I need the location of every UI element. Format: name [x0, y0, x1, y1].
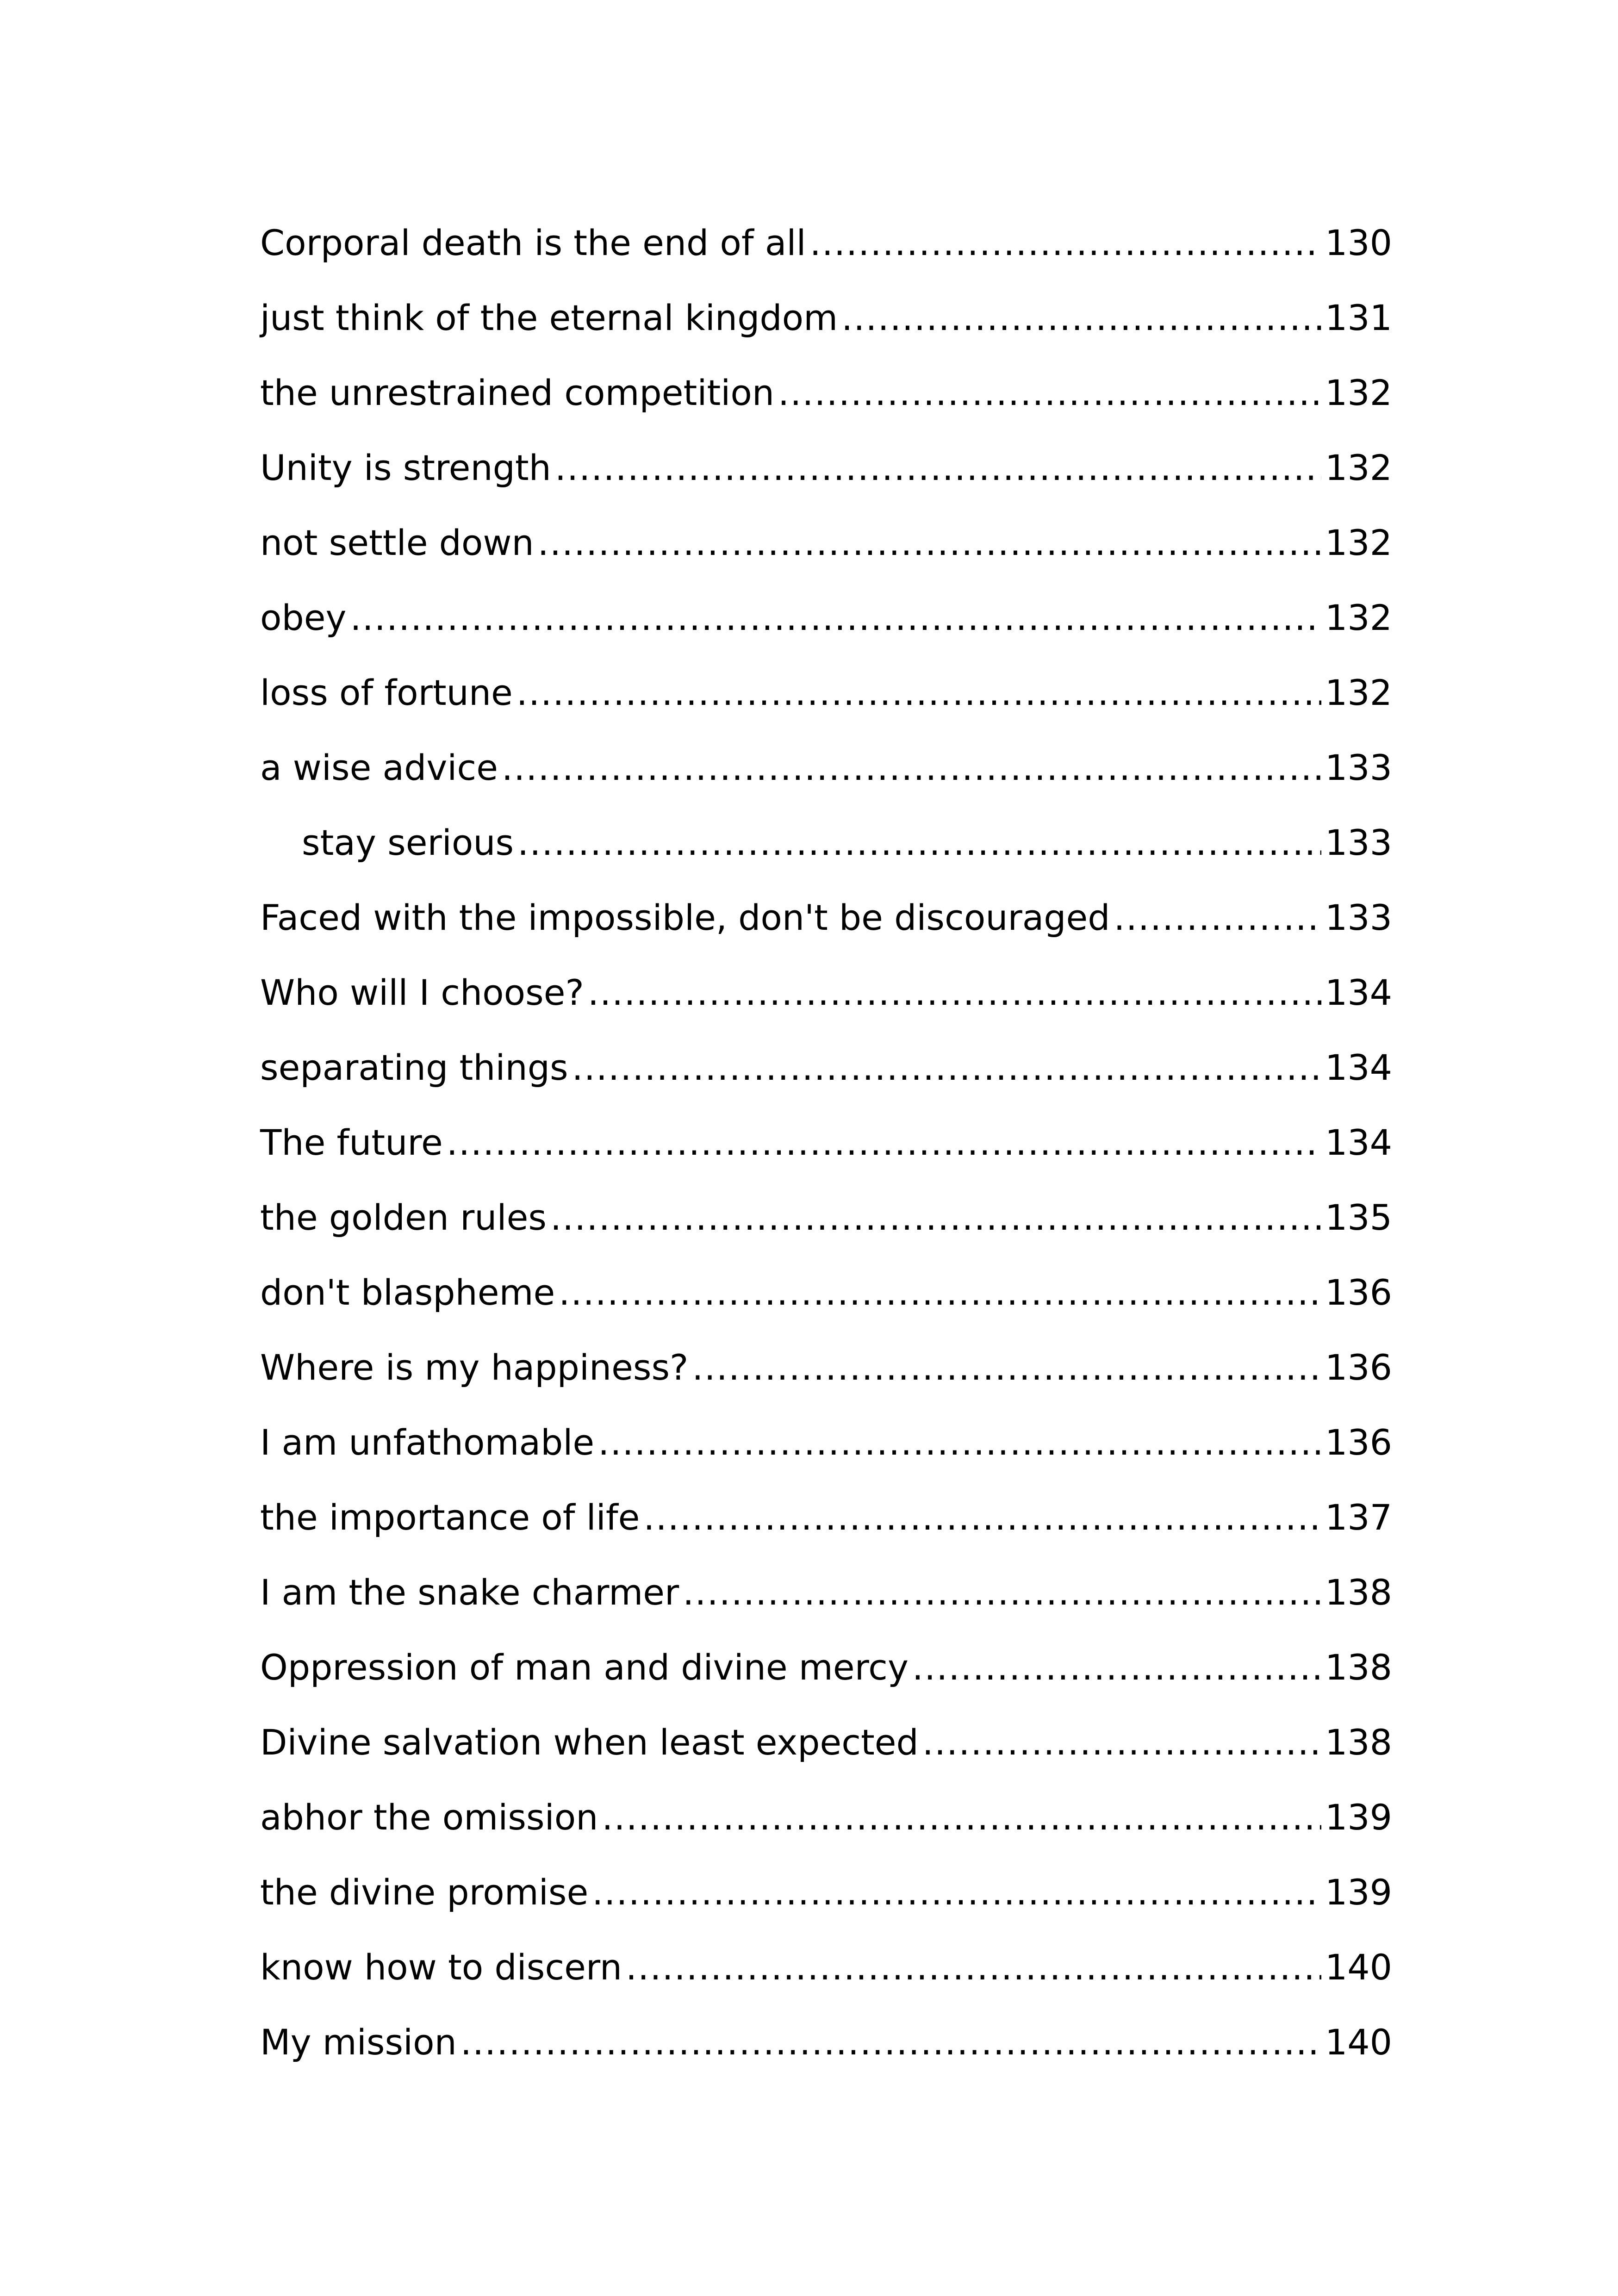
toc-entry[interactable] — [260, 1485, 1392, 1560]
toc-entry-page: 131 — [1325, 297, 1392, 338]
toc-dot-leader — [447, 1110, 1321, 1175]
toc-entry[interactable] — [260, 1710, 1392, 1785]
toc-entry-page: 132 — [1325, 447, 1392, 488]
toc-entry[interactable] — [260, 436, 1392, 510]
toc-dot-leader — [572, 1035, 1321, 1100]
toc-entry[interactable] — [260, 660, 1392, 735]
toc-entry-page: 137 — [1325, 1497, 1392, 1538]
toc-entry-title: don't blaspheme — [260, 1272, 555, 1313]
toc-dot-leader — [461, 2010, 1321, 2075]
toc-entry[interactable] — [260, 1410, 1392, 1485]
toc-entry-page: 140 — [1325, 1947, 1392, 1988]
toc-entry[interactable] — [260, 1935, 1392, 2010]
toc-entry[interactable] — [260, 211, 1392, 286]
toc-entry-page: 133 — [1325, 897, 1392, 938]
toc-entry-page: 139 — [1325, 1872, 1392, 1913]
toc-entry-title: Unity is strength — [260, 447, 551, 488]
toc-dot-leader — [643, 1485, 1321, 1550]
toc-entry-title: separating things — [260, 1047, 568, 1088]
toc-entry-title: know how to discern — [260, 1947, 622, 1988]
toc-entry[interactable] — [260, 1260, 1392, 1335]
toc-entry-title: not settle down — [260, 522, 534, 563]
toc-entry-page: 138 — [1325, 1572, 1392, 1613]
toc-entry[interactable] — [260, 1110, 1392, 1185]
toc-entry-title: I am unfathomable — [260, 1422, 595, 1463]
toc-entry-title: the divine promise — [260, 1872, 589, 1913]
toc-entry-title: Corporal death is the end of all — [260, 222, 806, 263]
toc-entry-title: the unrestrained competition — [260, 372, 775, 413]
toc-entry-title: The future — [260, 1122, 443, 1163]
toc-entry-title: I am the snake charmer — [260, 1572, 679, 1613]
toc-entry-page: 132 — [1325, 372, 1392, 413]
toc-entry[interactable] — [260, 2010, 1392, 2085]
toc-dot-leader — [1114, 885, 1321, 950]
toc-entry-page: 136 — [1325, 1347, 1392, 1388]
toc-dot-leader — [778, 361, 1321, 425]
toc-entry-page: 132 — [1325, 522, 1392, 563]
toc-entry-page: 139 — [1325, 1797, 1392, 1838]
toc-entry-page: 138 — [1325, 1647, 1392, 1688]
toc-entry-page: 140 — [1325, 2022, 1392, 2063]
toc-dot-leader — [550, 1185, 1321, 1250]
toc-entry-title: loss of fortune — [260, 672, 513, 713]
toc-entry-title: abhor the omission — [260, 1797, 598, 1838]
toc-entry-title: Divine salvation when least expected — [260, 1722, 919, 1763]
toc-entry-page: 134 — [1325, 972, 1392, 1013]
toc-dot-leader — [598, 1410, 1321, 1475]
toc-entry-page: 132 — [1325, 597, 1392, 638]
toc-entry-page: 132 — [1325, 672, 1392, 713]
toc-entry[interactable] — [260, 1860, 1392, 1935]
toc-dot-leader — [588, 960, 1321, 1025]
toc-dot-leader — [692, 1335, 1321, 1400]
toc-entry[interactable] — [260, 960, 1392, 1035]
toc-dot-leader — [626, 1935, 1321, 2000]
toc-dot-leader — [912, 1635, 1321, 1700]
toc-entry-title: stay serious — [302, 822, 514, 863]
toc-dot-leader — [922, 1710, 1321, 1775]
toc-entry-page: 134 — [1325, 1047, 1392, 1088]
toc-entry[interactable] — [260, 361, 1392, 436]
toc-entry-page: 136 — [1325, 1272, 1392, 1313]
toc-entry-page: 130 — [1325, 222, 1392, 263]
toc-entry[interactable] — [260, 885, 1392, 960]
toc-entry-title: Where is my happiness? — [260, 1347, 689, 1388]
toc-entry-page: 135 — [1325, 1197, 1392, 1238]
toc-dot-leader — [502, 735, 1321, 800]
toc-entry[interactable] — [260, 1785, 1392, 1860]
toc-entry[interactable] — [260, 1560, 1392, 1635]
toc-entry-page: 134 — [1325, 1122, 1392, 1163]
toc-entry[interactable] — [260, 510, 1392, 585]
toc-entry-page: 138 — [1325, 1722, 1392, 1763]
toc-dot-leader — [683, 1560, 1321, 1625]
toc-entry[interactable] — [260, 585, 1392, 660]
toc-entry[interactable] — [260, 1185, 1392, 1260]
toc-entry-title: Faced with the impossible, don't be discouraged — [260, 897, 1110, 938]
toc-dot-leader — [350, 585, 1321, 650]
toc-entry[interactable] — [260, 735, 1392, 810]
toc-dot-leader — [602, 1785, 1321, 1850]
toc-dot-leader — [841, 286, 1321, 350]
toc-dot-leader — [555, 436, 1321, 500]
toc-dot-leader — [538, 510, 1321, 575]
toc-entry-title: just think of the eternal kingdom — [260, 297, 838, 338]
toc-entry[interactable] — [260, 1635, 1392, 1710]
toc-dot-leader — [810, 211, 1321, 275]
toc-dot-leader — [517, 660, 1321, 725]
toc-entry[interactable] — [260, 1035, 1392, 1110]
toc-entry-page: 133 — [1325, 822, 1392, 863]
toc-dot-leader — [559, 1260, 1321, 1325]
toc-entry-title: My mission — [260, 2022, 457, 2063]
table-of-contents — [260, 211, 1392, 2085]
toc-entry-title: a wise advice — [260, 747, 498, 788]
toc-entry-page: 133 — [1325, 747, 1392, 788]
toc-entry-title: Who will I choose? — [260, 972, 584, 1013]
toc-entry-title: Oppression of man and divine mercy — [260, 1647, 909, 1688]
toc-dot-leader — [592, 1860, 1321, 1925]
toc-dot-leader — [517, 810, 1321, 875]
toc-entry-page: 136 — [1325, 1422, 1392, 1463]
toc-entry-title: the golden rules — [260, 1197, 547, 1238]
toc-entry[interactable] — [260, 286, 1392, 361]
toc-entry-title: the importance of life — [260, 1497, 640, 1538]
toc-entry[interactable] — [260, 1335, 1392, 1410]
toc-entry[interactable] — [260, 810, 1392, 885]
toc-entry-title: obey — [260, 597, 347, 638]
